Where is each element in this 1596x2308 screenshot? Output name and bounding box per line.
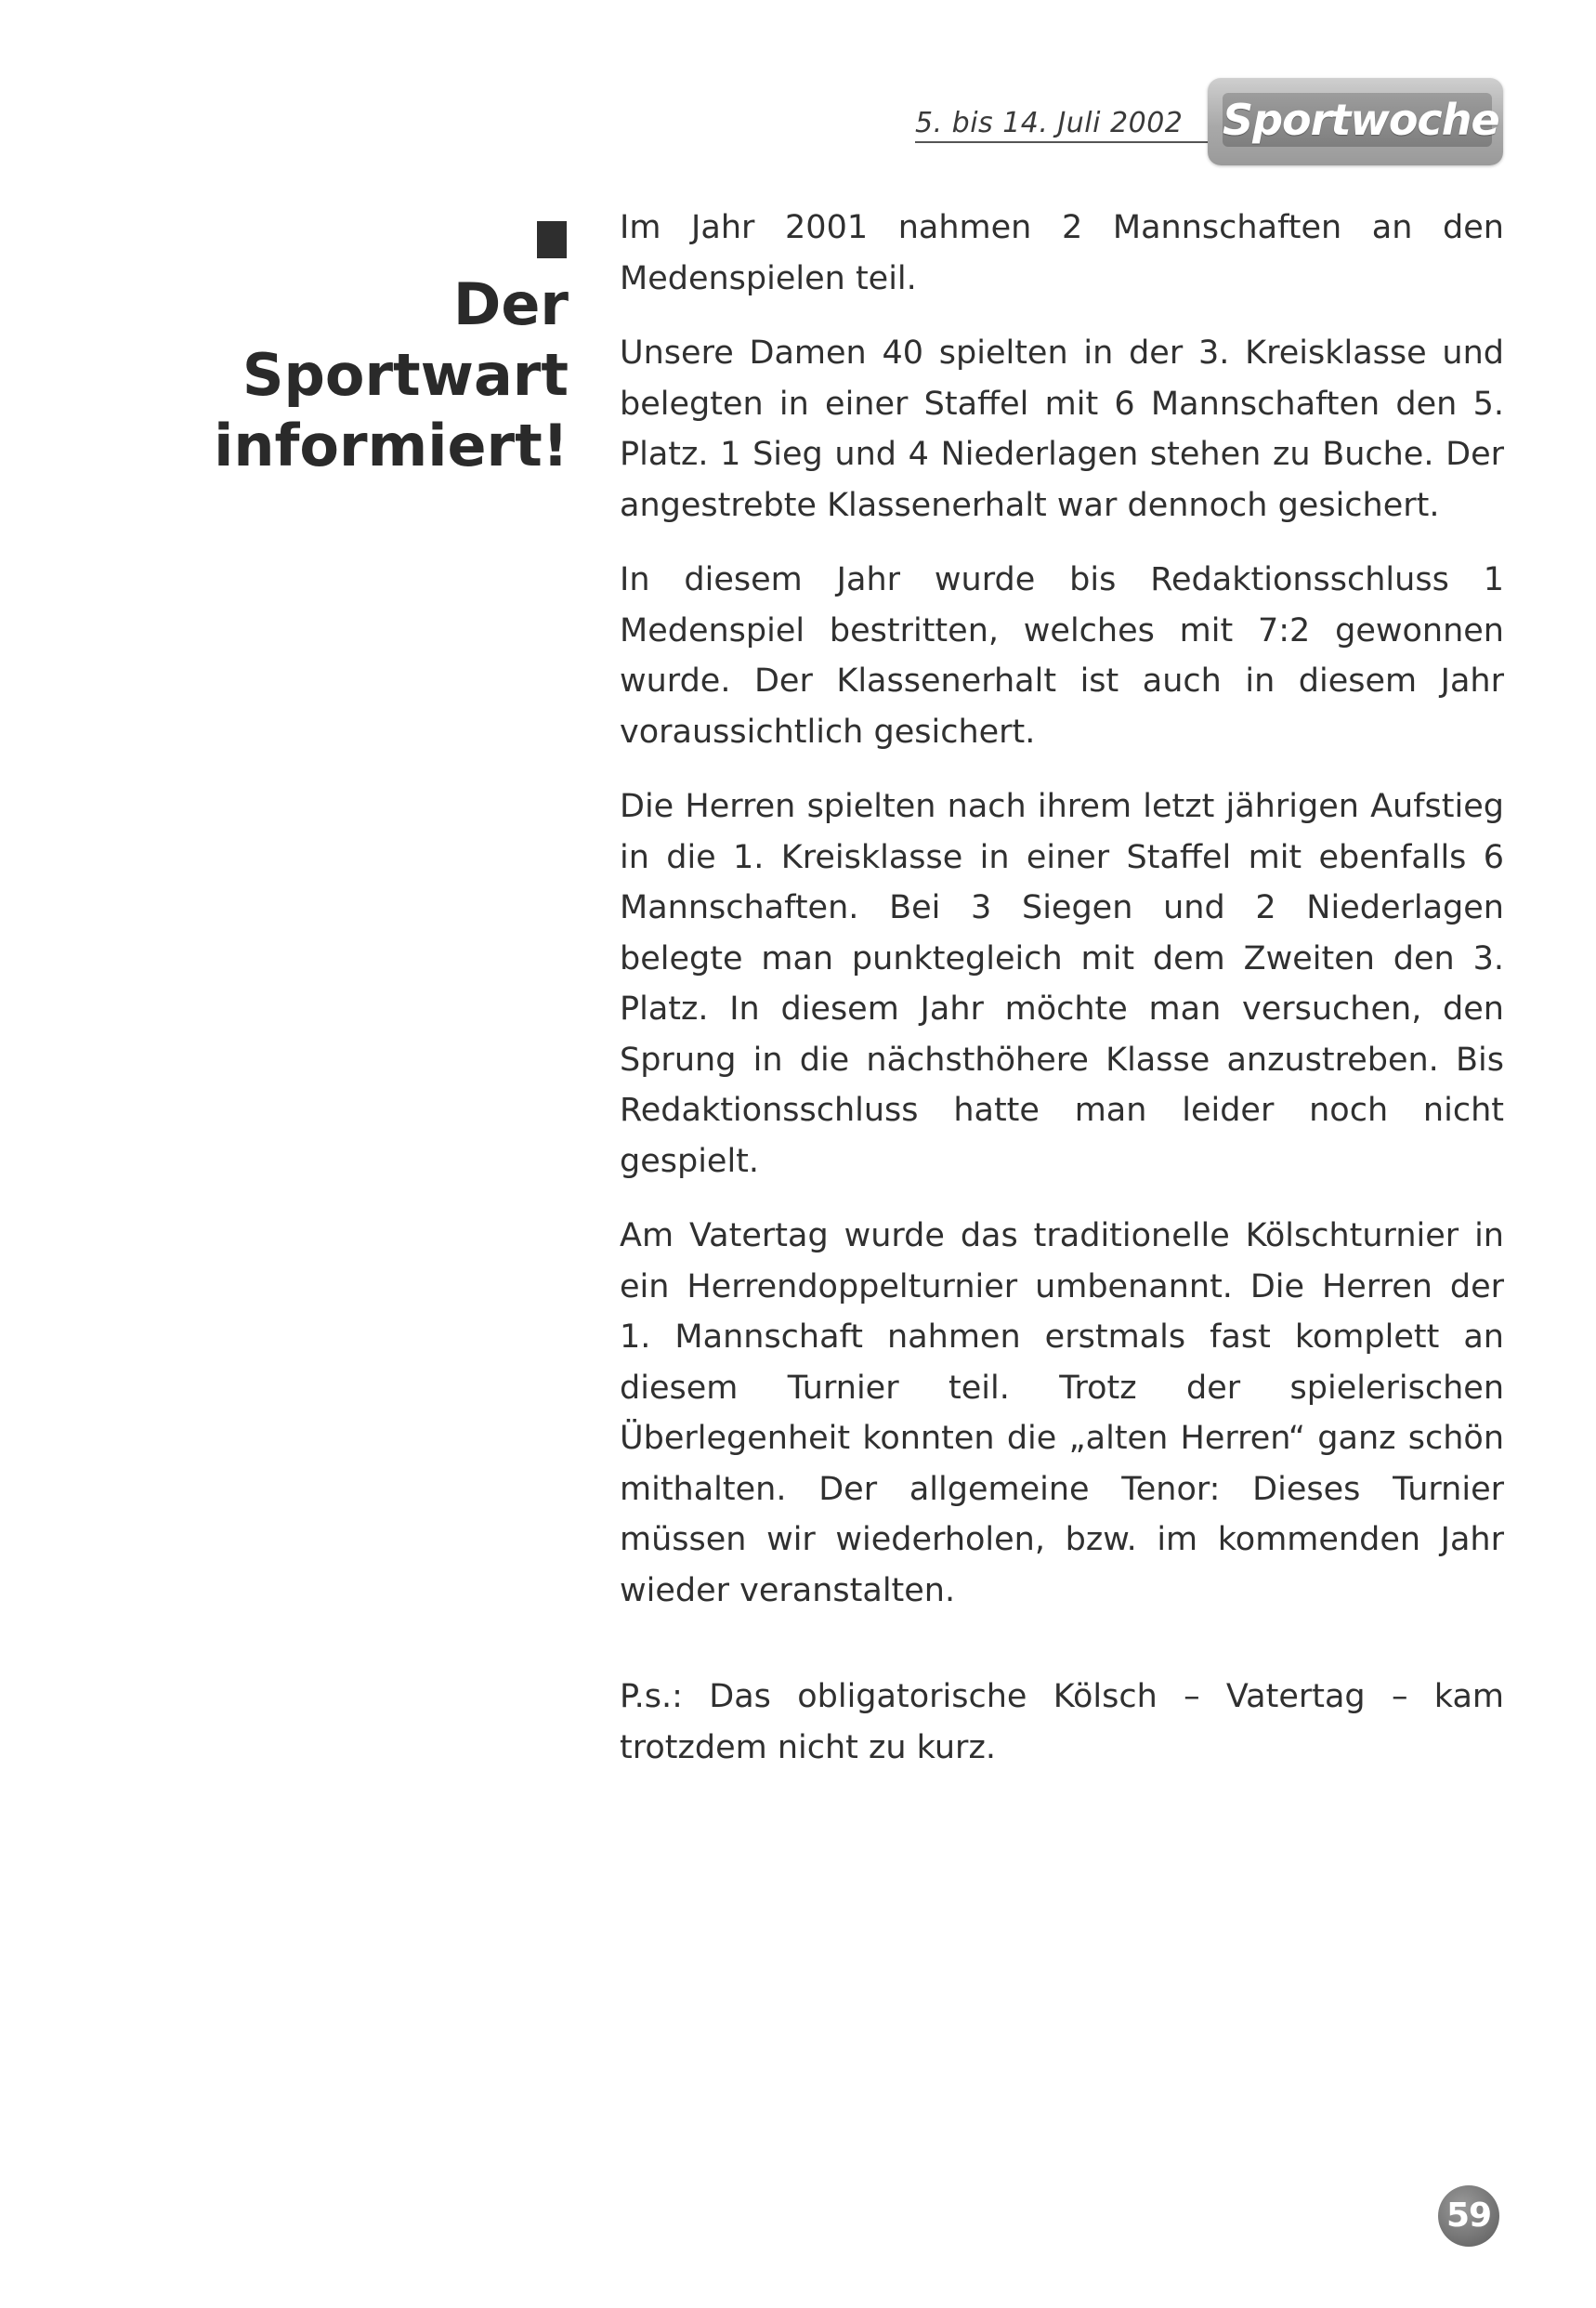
section-marker-square-icon bbox=[537, 221, 567, 258]
article-paragraph-3: In diesem Jahr wurde bis Redaktionsschluss 1 Medenspiel bestritten, welches mit 7:2 gewonnen wurde. Der Klassenerhalt ist auch in diesem Jahr voraussichtlich gesichert. bbox=[620, 561, 1504, 751]
article-paragraph-5: Am Vatertag wurde das traditionelle Kölschturnier in ein Herrendoppelturnier umbenannt. Die Herren der 1. Mannschaft nahmen erstmals fast komplett an diesem Turnier teil. Trotz der spielerischen Überlegenheit konnten die „alten Herren“ ganz schön mithalten. Der allgemeine Tenor: Dieses Turnier müssen wir wiederholen, bzw. im kommenden Jahr wieder veranstalten. bbox=[620, 1217, 1504, 1609]
article-postscript: P.s.: Das obligatorische Kölsch – Vatertag – kam trotzdem nicht zu kurz. bbox=[620, 1678, 1504, 1766]
article-body bbox=[620, 203, 1504, 1797]
article-paragraph-1: Im Jahr 2001 nahmen 2 Mannschaften an den Medenspielen teil. bbox=[620, 209, 1504, 297]
section-title-line-3: informiert! bbox=[214, 412, 569, 479]
article-paragraph-4: Die Herren spielten nach ihrem letzt jährigen Aufstieg in die 1. Kreisklasse in einer Staffel mit ebenfalls 6 Mannschaften. Bei 3 Siegen und 2 Niederlagen belegte man punktegleich mit dem Zweiten den 3. Platz. In diesem Jahr möchte man versuchen, den Sprung in die nächsthöhere Klasse anzustreben. Bis Redaktionsschluss hatte man leider noch nicht gespielt. bbox=[620, 788, 1504, 1180]
header-date-range: 5. bis 14. Juli 2002 bbox=[915, 108, 1212, 143]
section-title-line-1: Der bbox=[452, 270, 569, 338]
sportwoche-badge-label: Sportwoche bbox=[1223, 95, 1499, 145]
article-paragraph-2: Unsere Damen 40 spielten in der 3. Kreisklasse und belegten in einer Staffel mit 6 Mannschaften den 5. Platz. 1 Sieg und 4 Niederlagen stehen zu Buche. Der angestrebte Klassenerhalt war dennoch gesichert. bbox=[620, 334, 1504, 524]
sportwoche-badge bbox=[1208, 78, 1503, 165]
section-title-line-2: Sportwart bbox=[242, 341, 569, 409]
page-number-badge: 59 bbox=[1438, 2185, 1499, 2247]
section-title bbox=[139, 269, 569, 481]
